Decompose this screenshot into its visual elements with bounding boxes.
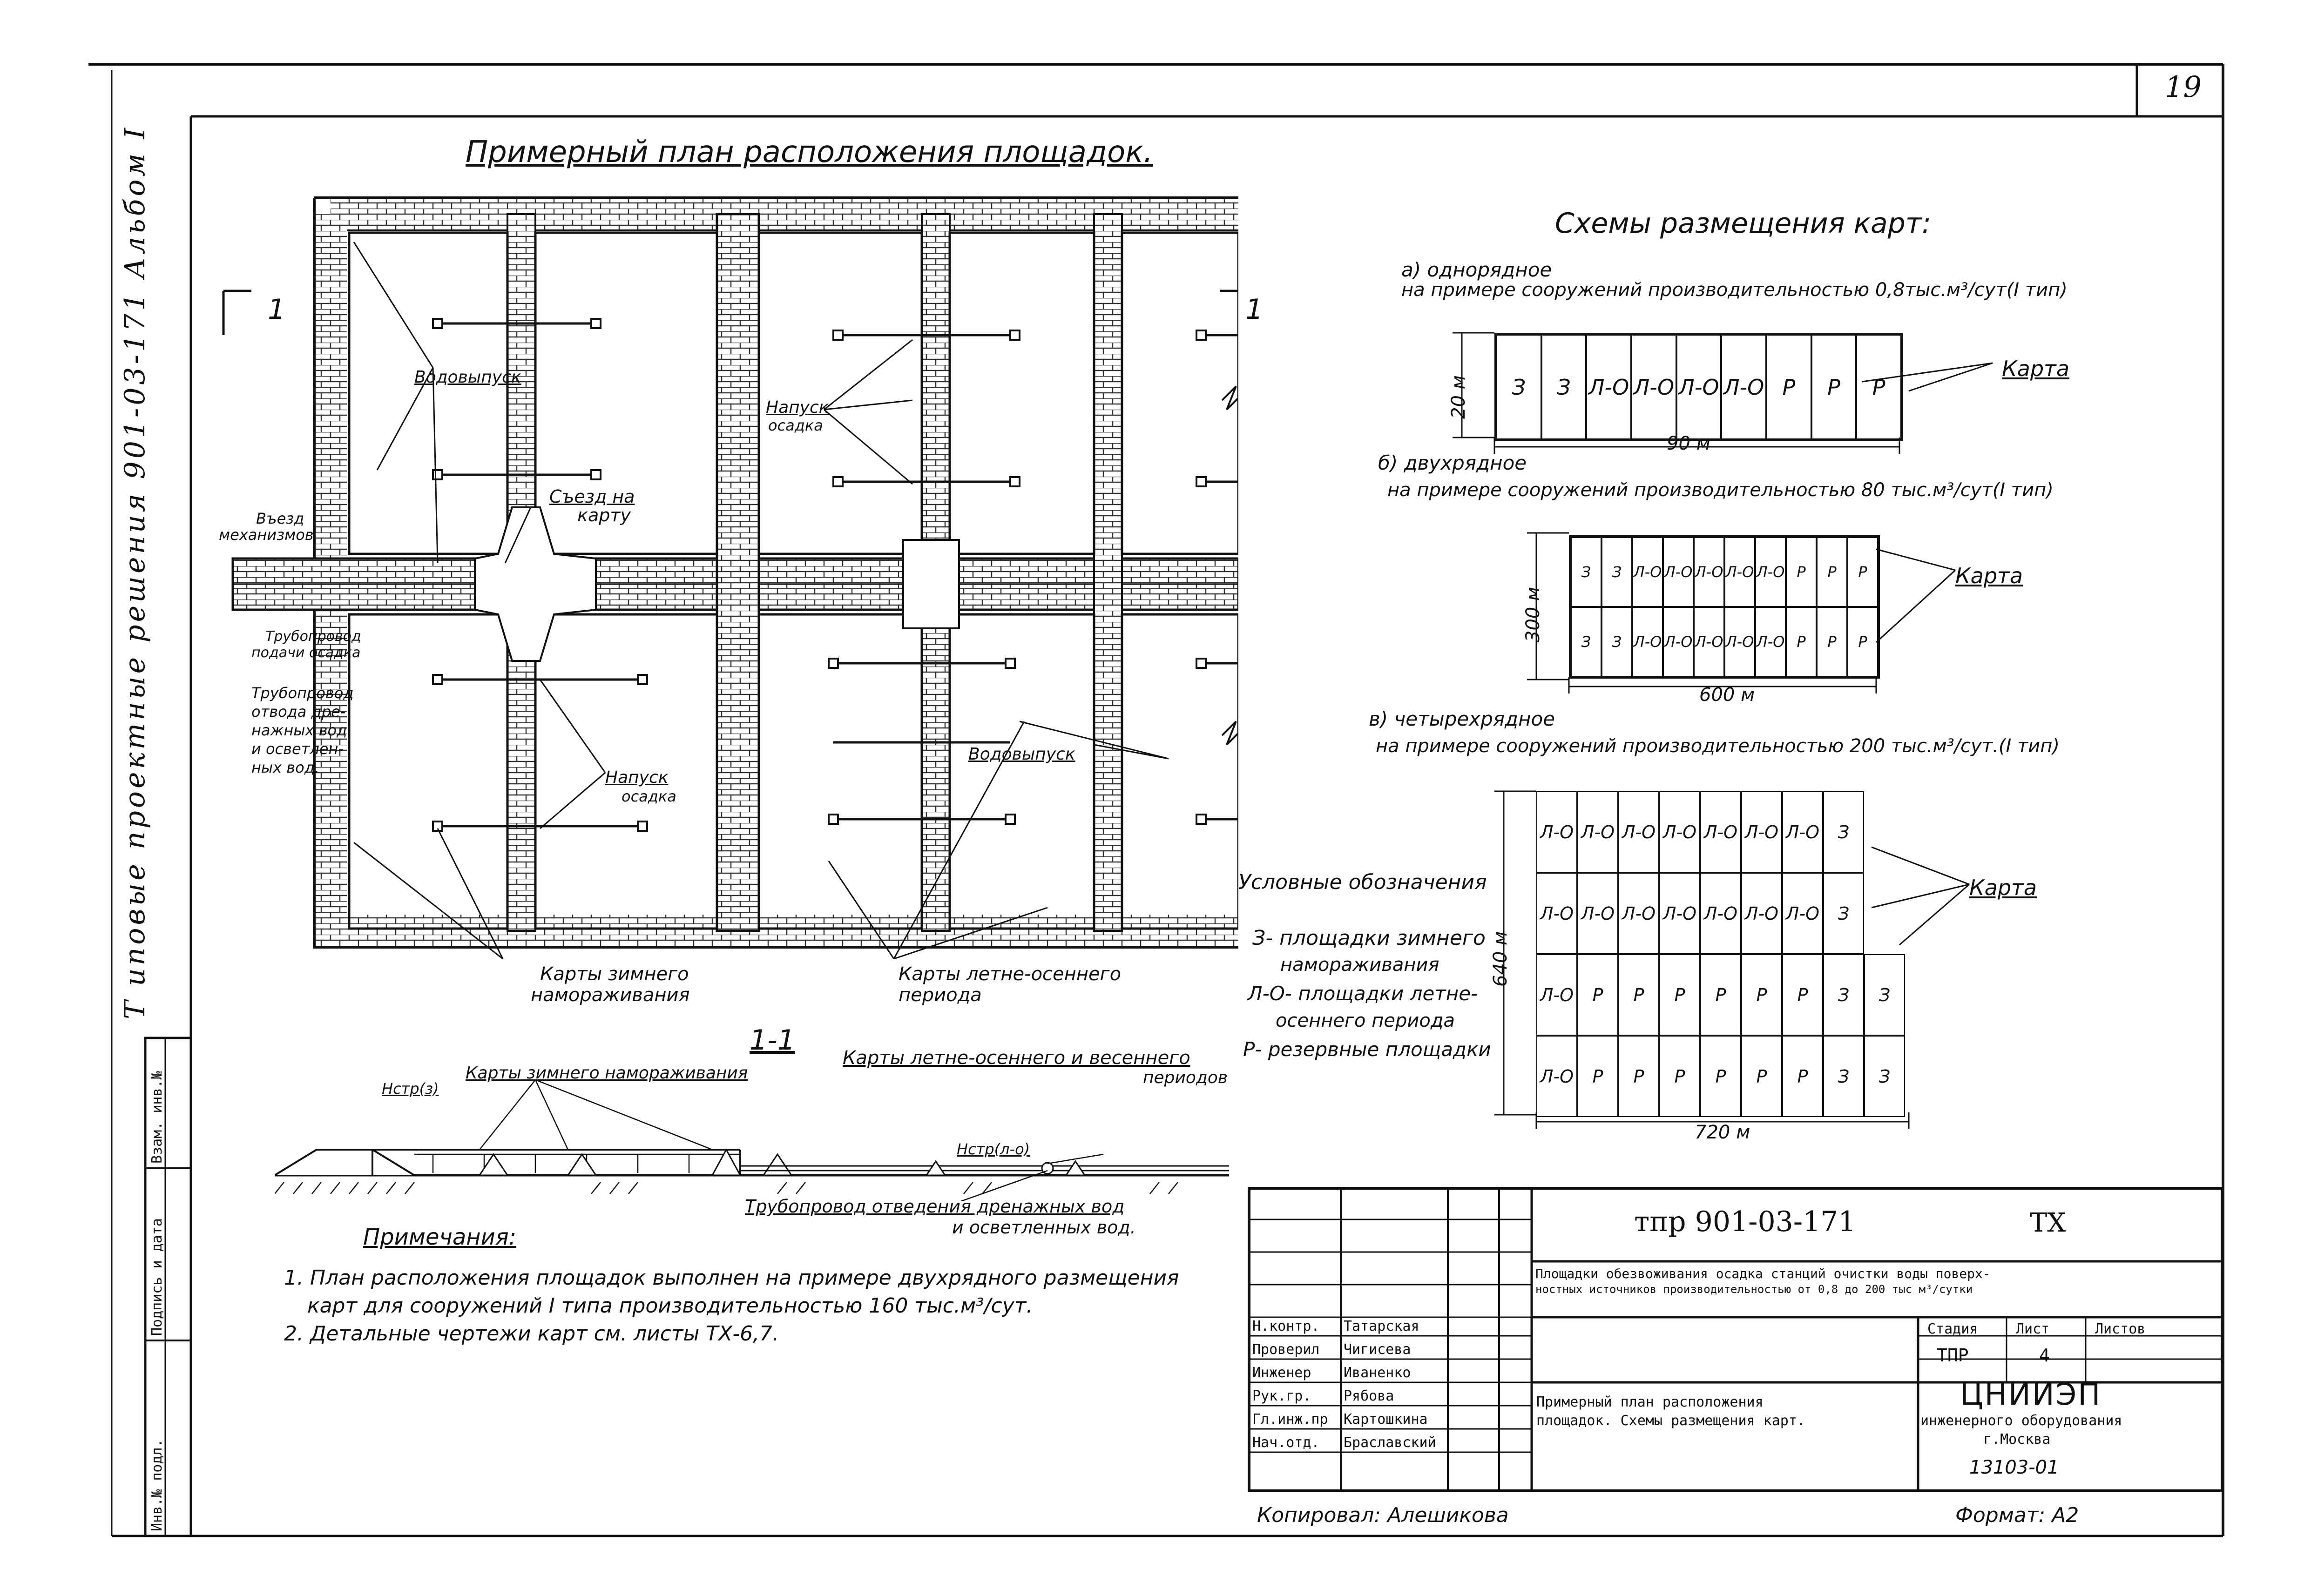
scheme-b-cell: Л-О [1694, 607, 1724, 677]
label-trub-otvoda-1: Трубопровод [251, 684, 354, 702]
scheme-c-cell: Р [1659, 954, 1700, 1036]
scheme-b-cell: З [1571, 607, 1601, 677]
tb-person-name: Иваненко [1344, 1365, 1411, 1381]
notes-item-1: 1. План расположения площадок выполнен на примере двухрядного размещения [284, 1266, 1179, 1290]
tb-number: 13103-01 [1969, 1457, 2059, 1478]
tb-person-role: Н.контр. [1252, 1318, 1320, 1334]
legend-line-1: З- площадки зимнего [1252, 926, 1486, 950]
label-napusk-bottom: Напуск [605, 768, 669, 787]
notes-item-3: 2. Детальные чертежи карт см. листы ТХ-6,7. [284, 1322, 779, 1346]
scheme-b-width: 600 м [1699, 684, 1755, 706]
scheme-b-cell: З [1601, 607, 1632, 677]
tb-desc-1: Площадки обезвоживания осадка станций очистки воды поверх- [1535, 1266, 1991, 1281]
scheme-a-width: 90 м [1667, 433, 1710, 454]
scheme-b-cell: Р [1786, 607, 1817, 677]
scheme-c-cell: Р [1741, 954, 1782, 1036]
scheme-c-cell: Л-О [1536, 1036, 1577, 1117]
scheme-c-cell: Р [1618, 1036, 1659, 1117]
plan-title: Примерный план расположения площадок. [466, 135, 1153, 169]
tb-sheet-value: 4 [2039, 1345, 2050, 1366]
scheme-a-cell: З [1541, 335, 1587, 439]
section-karty-zim: Карты зимнего намораживания [466, 1064, 748, 1083]
legend-line-3: Л-О- площадки летне- [1248, 982, 1478, 1005]
scheme-c-cell: Л-О [1577, 791, 1618, 873]
scheme-a-cell: Р [1811, 335, 1857, 439]
section-h-lo: Нстр(л-о) [957, 1140, 1030, 1158]
scheme-c-cell: Л-О [1618, 873, 1659, 954]
legend-line-5: Р- резервные площадки [1243, 1038, 1491, 1061]
scheme-a-height: 20 м [1448, 375, 1469, 419]
scheme-b-cell: Л-О [1694, 537, 1724, 607]
scheme-c-cell: Р [1659, 1036, 1700, 1117]
tb-stage-value: ТПР [1937, 1345, 1969, 1366]
stamp-cell-podpis: Подпись и дата [149, 1218, 165, 1336]
scheme-c-cell: Л-О [1536, 791, 1577, 873]
notes-item-2: карт для сооружений I типа производительностью 160 тыс.м³/сут. [307, 1294, 1033, 1318]
scheme-c-cell: Л-О [1782, 791, 1823, 873]
stamp-cell-inv-podl: Инв.№ подл. [149, 1439, 165, 1531]
scheme-a-cell: Р [1766, 335, 1811, 439]
footer-copied: Копировал: Алешикова [1257, 1503, 1509, 1527]
scheme-c-karta: Карта [1969, 875, 2037, 900]
scheme-c-cell: Л-О [1700, 791, 1741, 873]
scheme-c-cell: Р [1577, 954, 1618, 1036]
tb-person-role: Инженер [1252, 1365, 1311, 1381]
label-trub-otvoda-2: отвода дре- [251, 703, 346, 721]
scheme-b-cell: Л-О [1632, 607, 1663, 677]
site-plan-drawing [214, 186, 1238, 1024]
scheme-c-cell: Р [1577, 1036, 1618, 1117]
label-osadka-top: осадка [768, 417, 823, 434]
scheme-c-title: в) четырехрядное [1369, 707, 1555, 730]
scheme-c-cell: Л-О [1536, 954, 1577, 1036]
tb-person-role: Проверил [1252, 1341, 1320, 1358]
scheme-c-cell: З [1864, 1036, 1905, 1117]
label-trub-podachi: Трубопровод [265, 628, 361, 645]
label-sezd-2: карту [577, 505, 631, 525]
tb-person-name: Рябова [1344, 1388, 1394, 1404]
scheme-a-cell: Л-О [1721, 335, 1766, 439]
tb-suffix: ТХ [2030, 1208, 2066, 1238]
scheme-b-karta: Карта [1955, 563, 2023, 588]
notes-title: Примечания: [363, 1224, 516, 1250]
scheme-b-height: 300 м [1522, 586, 1544, 642]
tb-person-name: Чигисева [1344, 1341, 1411, 1358]
section-truboprovod-2: и осветленных вод. [952, 1217, 1136, 1238]
label-osadka-bottom: осадка [622, 788, 676, 805]
scheme-c-cell: Р [1782, 954, 1823, 1036]
frame-left-text: Т иповые проектные решения 901-03-171 Альбом I [119, 125, 151, 1019]
tb-sheet-title-2: площадок. Схемы размещения карт. [1536, 1413, 1805, 1429]
scheme-c-cell: Л-О [1659, 791, 1700, 873]
label-trub-otvoda-3: нажных вод [251, 721, 347, 739]
scheme-c-height: 640 м [1490, 931, 1511, 987]
label-trub-podachi-2: подачи осадка [251, 645, 361, 661]
scheme-c-cell: Л-О [1782, 873, 1823, 954]
tb-org-1: ЦНИИЭП [1960, 1378, 2102, 1412]
scheme-c-cell: Р [1700, 1036, 1741, 1117]
scheme-b-cell: Р [1786, 537, 1817, 607]
tb-stage-header: Стадия [1927, 1321, 1978, 1337]
legend-title: Условные обозначения [1238, 870, 1487, 894]
scheme-a-cell: Л-О [1676, 335, 1722, 439]
label-karty-let-2: периода [899, 984, 982, 1006]
scheme-c-cell: Л-О [1577, 873, 1618, 954]
schemes-title: Схемы размещения карт: [1555, 207, 1932, 240]
tb-sheet-header: Лист [2016, 1321, 2050, 1337]
scheme-c-cell: З [1823, 873, 1864, 954]
sheet-number: 19 [2165, 70, 2202, 104]
scheme-c-cell: З [1823, 1036, 1864, 1117]
legend-line-2: намораживания [1280, 954, 1439, 976]
scheme-b-cell: З [1571, 537, 1601, 607]
scheme-c-cell: Р [1700, 954, 1741, 1036]
scheme-c-cell: Л-О [1659, 873, 1700, 954]
scheme-c-cell: Р [1741, 1036, 1782, 1117]
scheme-c-cell: З [1823, 954, 1864, 1036]
scheme-b-cell: Р [1817, 537, 1847, 607]
scheme-c-cell: Р [1618, 954, 1659, 1036]
tb-org-3: г.Москва [1983, 1431, 2051, 1448]
tb-person-role: Гл.инж.пр [1252, 1411, 1328, 1428]
label-vodovypusk-right: Водовыпуск [968, 745, 1075, 764]
scheme-c-cell: Л-О [1618, 791, 1659, 873]
tb-person-name: Татарская [1344, 1318, 1419, 1334]
scheme-b-subtitle: на примере сооружений производительностью 80 тыс.м³/сут(I тип) [1387, 479, 2054, 501]
section-h-z: Нстр(з) [382, 1080, 439, 1098]
scheme-c-cell: Л-О [1700, 873, 1741, 954]
label-napusk-top: Напуск [766, 398, 829, 417]
scheme-c-cell: З [1823, 791, 1864, 873]
label-trub-otvoda-4: и осветлен- [251, 740, 344, 758]
scheme-c-width: 720 м [1695, 1122, 1750, 1143]
tb-person-role: Рук.гр. [1252, 1388, 1311, 1404]
scheme-c-subtitle: на примере сооружений производительностью 200 тыс.м³/сут.(I тип) [1376, 735, 2060, 757]
scheme-a-cell: Л-О [1586, 335, 1631, 439]
scheme-c-cell: З [1864, 954, 1905, 1036]
label-karty-zim-2: намораживания [531, 984, 690, 1006]
label-karty-let-1: Карты летне-осеннего [899, 963, 1122, 985]
scheme-a-cell: Р [1856, 335, 1901, 439]
label-trub-otvoda-5: ных вод. [251, 759, 320, 776]
section-truboprovod-1: Трубопровод отведения дренажных вод [745, 1196, 1125, 1217]
scheme-c-cell: Л-О [1741, 873, 1782, 954]
label-vodovypusk-top: Водовыпуск [414, 368, 521, 387]
scheme-b-cell: Л-О [1755, 607, 1786, 677]
label-vezd: Въезд [256, 510, 304, 527]
scheme-b-cell: Л-О [1663, 607, 1694, 677]
scheme-a-karta: Карта [2002, 356, 2070, 381]
section-karty-let-2: периодов [1143, 1068, 1228, 1087]
scheme-a-cell: З [1496, 335, 1541, 439]
footer-format: Формат: А2 [1955, 1503, 2079, 1527]
tb-person-role: Нач.отд. [1252, 1434, 1320, 1451]
tb-person-name: Браславский [1344, 1434, 1436, 1451]
label-karty-zim-1: Карты зимнего [540, 963, 689, 985]
label-sezd: Съезд на [549, 486, 635, 507]
section-title: 1-1 [750, 1024, 795, 1057]
scheme-b-cell: Р [1847, 537, 1878, 607]
scheme-b-cell: Л-О [1663, 537, 1694, 607]
scheme-b-cell: З [1601, 537, 1632, 607]
scheme-dimension-lines [1443, 326, 2235, 1145]
scheme-b-cell: Л-О [1724, 537, 1755, 607]
stamp-cell-vzam: Взам. инв.№ [149, 1071, 165, 1164]
scheme-b-cell: Л-О [1755, 537, 1786, 607]
scheme-c-cell: Л-О [1536, 873, 1577, 954]
section-mark-left: 1 [268, 293, 286, 326]
section-drawing [275, 1080, 1229, 1201]
tb-sheet-title-1: Примерный план расположения [1536, 1394, 1764, 1410]
label-vezd-2: механизмов [219, 526, 314, 544]
tb-person-name: Картошкина [1344, 1411, 1428, 1428]
scheme-a-subtitle: на примере сооружений производительностью 0,8тыс.м³/сут(I тип) [1401, 279, 2068, 301]
scheme-b-cell: Р [1847, 607, 1878, 677]
tb-sheets-header: Листов [2095, 1321, 2146, 1337]
scheme-b-cell: Р [1817, 607, 1847, 677]
scheme-b-title: б) двухрядное [1378, 451, 1527, 474]
scheme-a-title: а) однорядное [1401, 258, 1552, 281]
tb-org-2: инженерного оборудования [1920, 1413, 2122, 1429]
section-mark-right: 1 [1245, 293, 1264, 326]
tb-desc-2: ностных источников производительностью от 0,8 до 200 тыс м³/сутки [1535, 1283, 1973, 1296]
scheme-b-cell: Л-О [1724, 607, 1755, 677]
scheme-c-cell: Л-О [1741, 791, 1782, 873]
section-karty-let-1: Карты летне-осеннего и весеннего [843, 1047, 1190, 1069]
scheme-c-cell: Р [1782, 1036, 1823, 1117]
scheme-b-cell: Л-О [1632, 537, 1663, 607]
scheme-a-cell: Л-О [1631, 335, 1676, 439]
tb-code: тпр 901-03-171 [1634, 1205, 1856, 1238]
legend-line-4: осеннего периода [1276, 1010, 1455, 1031]
